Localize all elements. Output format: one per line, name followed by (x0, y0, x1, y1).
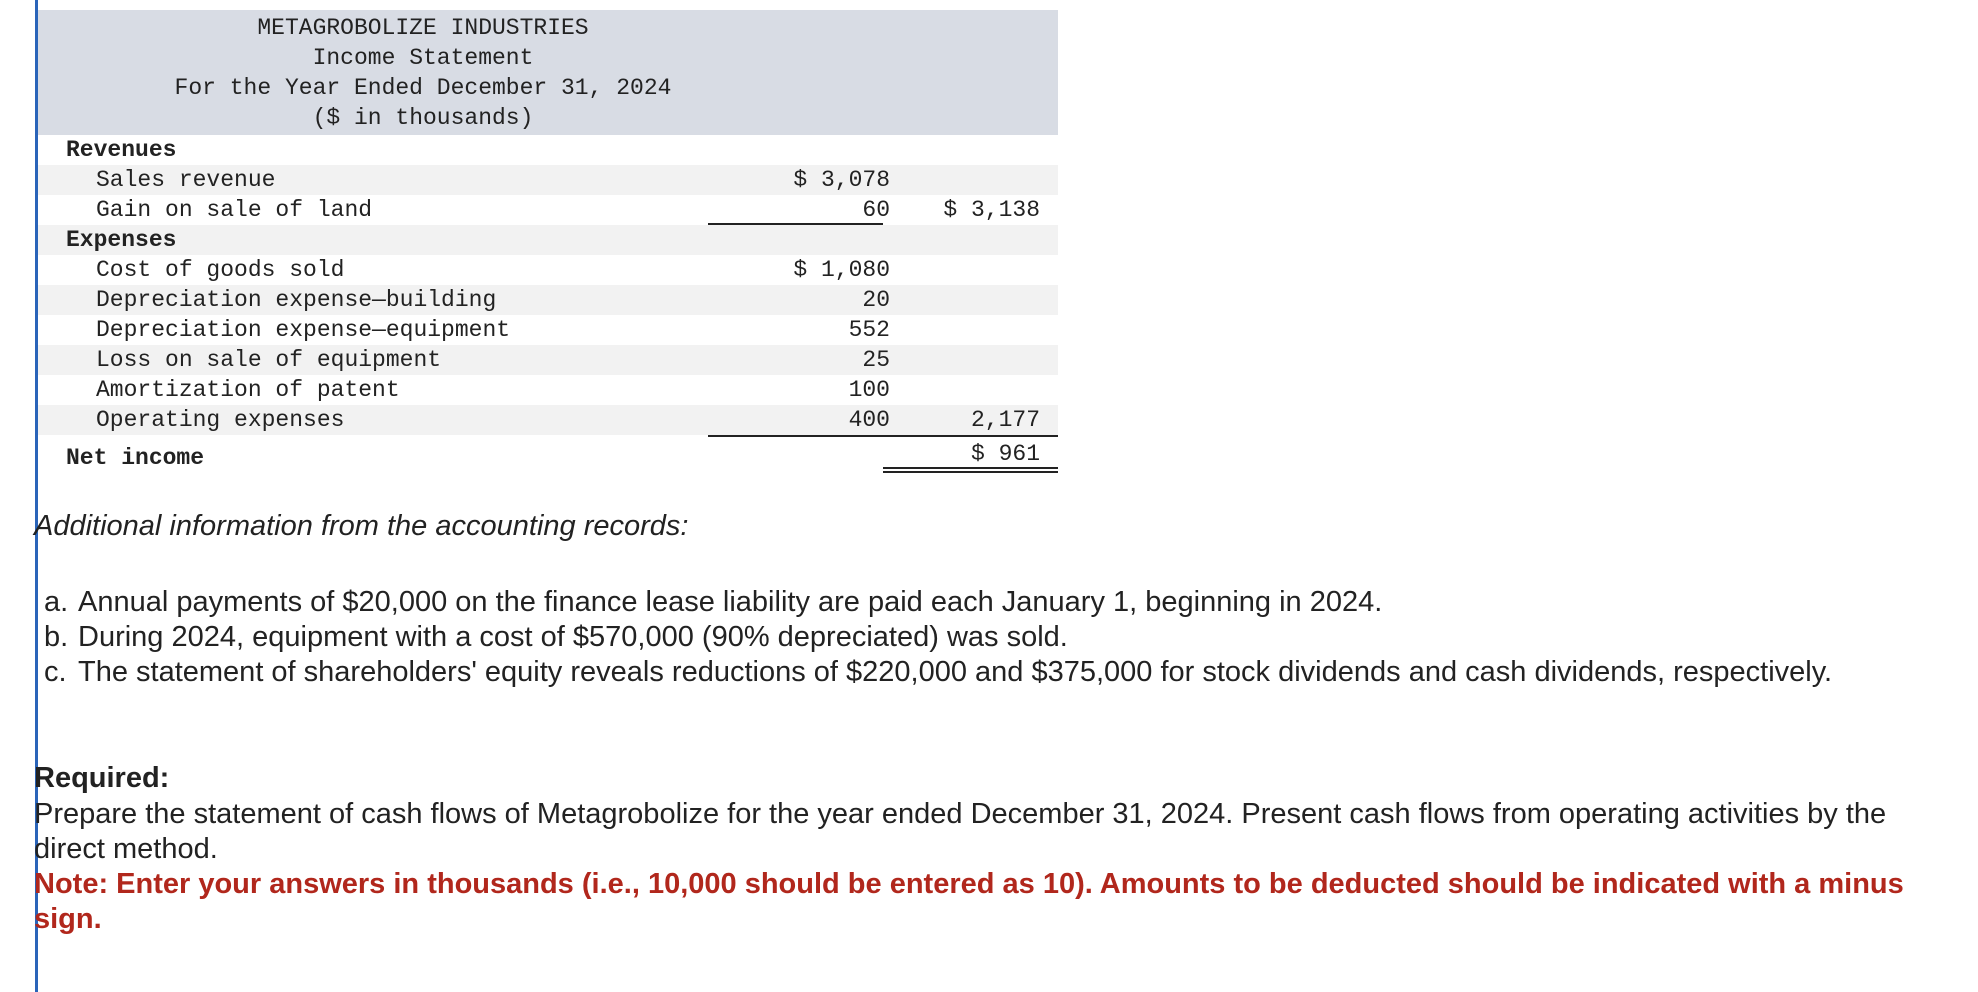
row-label: Gain on sale of land (96, 197, 373, 223)
row-amount: $ 3,078 (793, 167, 890, 193)
required-text: Prepare the statement of cash flows of Metagrobolize for the year ended December 31, 2024. Present cash flows from operating activities by the direct method. (34, 798, 1887, 865)
net-income-value: $ 961 (970, 441, 1040, 467)
expenses-heading: Expenses (66, 227, 177, 253)
row-label: Sales revenue (96, 167, 276, 193)
row-amount: $ 1,080 (793, 257, 890, 283)
required-title: Required: (34, 762, 170, 794)
list-item (38, 620, 1878, 655)
row-amount: 25 (862, 347, 890, 373)
row-label: Depreciation expense—equipment (96, 317, 511, 343)
company-name: METAGROBOLIZE INDUSTRIES (257, 15, 589, 41)
row-total: 2,177 (970, 407, 1040, 433)
table-row (38, 405, 1058, 435)
net-income-row (38, 443, 1058, 473)
table-row (38, 255, 1058, 285)
row-label: Depreciation expense—building (96, 287, 497, 313)
list-marker: b. (44, 621, 69, 653)
subtotal-underline (708, 435, 883, 437)
list-text: The statement of shareholders' equity reveals reductions of $220,000 and $375,000 for stock dividends and cash dividends, respectively. (78, 656, 1833, 688)
list-text: During 2024, equipment with a cost of $570,000 (90% depreciated) was sold. (78, 621, 1068, 653)
table-row (38, 345, 1058, 375)
income-statement (38, 10, 1058, 473)
statement-period: For the Year Ended December 31, 2024 (174, 75, 672, 101)
net-income-label: Net income (66, 445, 205, 471)
question-page (34, 0, 1958, 992)
table-row (38, 285, 1058, 315)
row-amount: 60 (862, 197, 890, 223)
row-label: Operating expenses (96, 407, 345, 433)
revenues-heading: Revenues (66, 137, 177, 163)
row-amount: 552 (848, 317, 890, 343)
table-row (38, 165, 1058, 195)
note-text: Note: Enter your answers in thousands (i.e., 10,000 should be entered as 10). Amounts to be deducted should be indicated with a minus sign. (34, 868, 1904, 935)
row-amount: 20 (862, 287, 890, 313)
total-underline (883, 435, 1058, 437)
list-marker: a. (44, 586, 69, 618)
list-item (38, 585, 1878, 620)
list-marker: c. (44, 656, 67, 688)
row-total: $ 3,138 (943, 197, 1040, 223)
statement-units: ($ in thousands) (312, 105, 534, 131)
additional-info-list (38, 585, 1878, 690)
row-label: Amortization of patent (96, 377, 400, 403)
table-row (38, 195, 1058, 225)
double-underline (883, 467, 1058, 473)
row-label: Cost of goods sold (96, 257, 345, 283)
list-text: Annual payments of $20,000 on the finance lease liability are paid each January 1, beginning in 2024. (78, 586, 1383, 618)
additional-info-title: Additional information from the accounting records: (34, 510, 689, 542)
statement-title: Income Statement (312, 45, 534, 71)
statement-header (38, 10, 1058, 135)
expenses-heading-row (38, 225, 1058, 255)
table-row (38, 315, 1058, 345)
row-amount: 400 (848, 407, 890, 433)
table-row (38, 375, 1058, 405)
row-label: Loss on sale of equipment (96, 347, 442, 373)
revenues-heading-row (38, 135, 1058, 165)
list-item (38, 655, 1878, 690)
row-amount: 100 (848, 377, 890, 403)
